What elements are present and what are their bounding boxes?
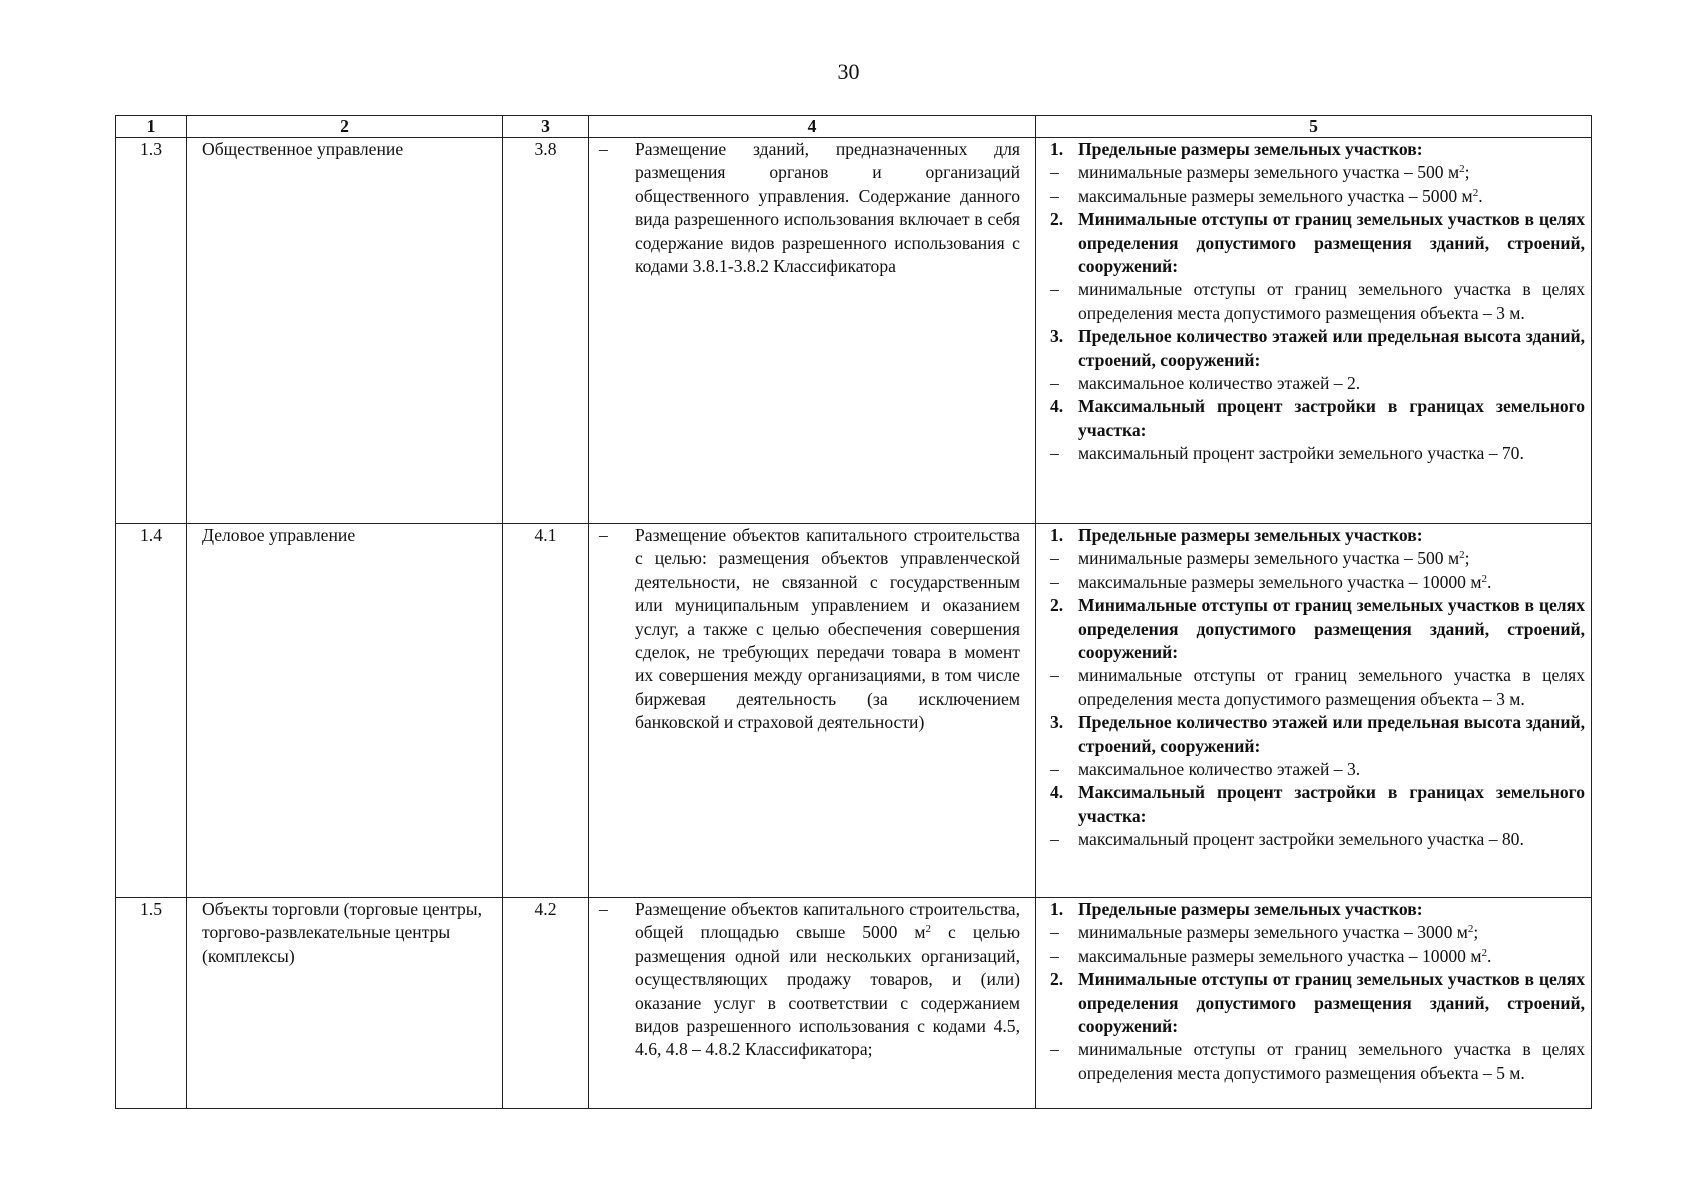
header-row	[116, 116, 1592, 138]
param-heading: 2. Минимальные отступы от границ земельных участков в целях определения допустимого размещения зданий, строений, сооружений:	[1050, 209, 1585, 277]
regulations-table	[115, 115, 1592, 1109]
table-row	[116, 138, 1592, 524]
dash-marker: –	[599, 525, 608, 545]
header-col-4: 4	[589, 116, 1036, 138]
param-heading: 2. Минимальные отступы от границ земельных участков в целях определения допустимого размещения зданий, строений, сооружений:	[1050, 969, 1585, 1037]
header-col-5: 5	[1036, 116, 1592, 138]
dash-marker: –	[599, 139, 608, 159]
use-type-code: 4.2	[503, 898, 589, 1109]
header-col-3: 3	[503, 116, 589, 138]
param-item: – максимальный процент застройки земельного участка – 80.	[1050, 829, 1524, 850]
param-item: – минимальные размеры земельного участка – 3000 $м^2$;	[1050, 922, 1479, 943]
row-number: 1.4	[116, 524, 187, 898]
param-item: – максимальный процент застройки земельного участка – 70.	[1050, 443, 1524, 464]
param-item: – минимальные размеры земельного участка – 500 $м^2$;	[1050, 548, 1470, 569]
use-type-name: Общественное управление	[187, 138, 503, 524]
param-heading: 3. Предельное количество этажей или предельная высота зданий, строений, сооружений:	[1050, 712, 1585, 756]
param-item: – минимальные размеры земельного участка – 500 $м^2$;	[1050, 162, 1470, 183]
param-heading: 4. Максимальный процент застройки в границах земельного участка:	[1050, 782, 1585, 826]
parameters	[1036, 898, 1592, 1109]
param-heading: 1. Предельные размеры земельных участков:	[1050, 139, 1423, 159]
param-item: – максимальное количество этажей – 3.	[1050, 759, 1361, 780]
parameters	[1036, 138, 1592, 524]
param-heading: 2. Минимальные отступы от границ земельных участков в целях определения допустимого размещения зданий, строений, сооружений:	[1050, 595, 1585, 663]
description-text: Размещение объектов капитального строительства, общей площадью свыше 5000 $м^2$ с целью размещения одной или нескольких организаций, осуществляющих продажу товаров, и (или) оказание услуг в соответствии с содержанием видов разрешенного использования с кодами 4.5, 4.6, 4.8 – 4.8.2 Классификатора;	[635, 899, 1020, 1060]
use-type-description	[589, 898, 1036, 1109]
use-type-name: Объекты торговли (торговые центры, торгово-развлекательные центры (комплексы)	[187, 898, 503, 1109]
param-item: – максимальное количество этажей – 2.	[1050, 373, 1361, 394]
use-type-description	[589, 138, 1036, 524]
param-item: – минимальные отступы от границ земельного участка в целях определения места допустимого размещения объекта – 5 м.	[1050, 1039, 1585, 1083]
table-row	[116, 898, 1592, 1109]
use-type-name: Деловое управление	[187, 524, 503, 898]
param-item: – максимальные размеры земельного участка – 10000 $м^2$.	[1050, 571, 1492, 592]
parameters	[1036, 524, 1592, 898]
page-number: 30	[837, 59, 860, 84]
param-heading: 3. Предельное количество этажей или предельная высота зданий, строений, сооружений:	[1050, 326, 1585, 370]
use-type-code: 4.1	[503, 524, 589, 898]
param-heading: 4. Максимальный процент застройки в границах земельного участка:	[1050, 396, 1585, 440]
use-type-code: 3.8	[503, 138, 589, 524]
row-number: 1.3	[116, 138, 187, 524]
description-text: Размещение зданий, предназначенных для размещения органов и организаций общественного управления. Содержание данного вида разрешенного использования включает в себя содержание видов разрешенного использования с кодами 3.8.1-3.8.2 Классификатора	[635, 139, 1020, 277]
table-row	[116, 524, 1592, 898]
use-type-description	[589, 524, 1036, 898]
param-heading: 1. Предельные размеры земельных участков:	[1050, 899, 1423, 919]
dash-marker: –	[599, 899, 608, 919]
row-number: 1.5	[116, 898, 187, 1109]
param-item: – минимальные отступы от границ земельного участка в целях определения места допустимого размещения объекта – 3 м.	[1050, 279, 1585, 323]
param-item: – максимальные размеры земельного участка – 5000 $м^2$.	[1050, 185, 1483, 206]
description-text: Размещение объектов капитального строительства с целью: размещения объектов управленческой деятельности, не связанной с государственным или муниципальным управлением и оказанием услуг, а также с целью обеспечения совершения сделок, не требующих передачи товара в момент их совершения между организациями, в том числе биржевая деятельность (за исключением банковской и страховой деятельности)	[635, 525, 1020, 733]
header-col-2: 2	[187, 116, 503, 138]
param-heading: 1. Предельные размеры земельных участков:	[1050, 525, 1423, 545]
param-item: – минимальные отступы от границ земельного участка в целях определения места допустимого размещения объекта – 3 м.	[1050, 665, 1585, 709]
param-item: – максимальные размеры земельного участка – 10000 $м^2$.	[1050, 945, 1492, 966]
header-col-1: 1	[116, 116, 187, 138]
